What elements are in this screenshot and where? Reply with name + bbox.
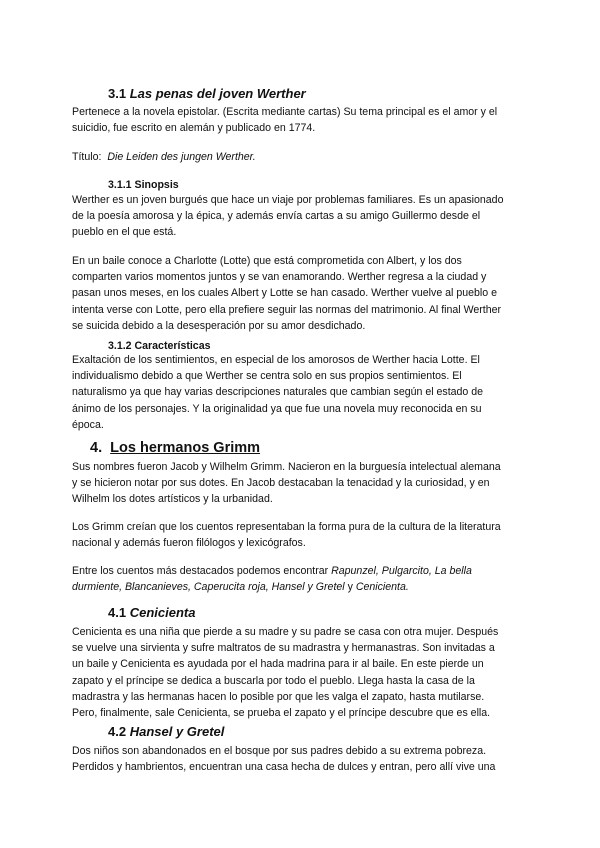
s312-paragraph (72, 352, 532, 433)
text-line: Dos niños son abandonados en el bosque por sus padres debido a su extrema pobreza. (72, 745, 487, 757)
text-line: Entre los cuentos más destacados podemos encontrar Rapunzel, Pulgarcito, La bella (72, 565, 472, 577)
text-line (72, 149, 532, 165)
section-number: 3.1 (108, 86, 127, 101)
text-line: madrastra y las hermanas hacen lo posible por que les valga el zapato, hasta mutilarse. (72, 690, 485, 703)
section-4-heading (90, 440, 260, 456)
s4-paragraph-2 (72, 519, 532, 551)
text-line: pasan unos meses, en los cuales Albert y Lotte se han casado. Werther vuelve al pueblo e (72, 287, 497, 300)
text-line: Wilhelm los dotes artísticos y la urbanidad. (72, 493, 273, 506)
text-line: de la poesía amorosa y la épica, y además envía cartas a su amigo Guillermo desde el (72, 210, 481, 223)
text-line: Perdidos y hambrientos, encuentran una casa hecha de dulces y entran, pero allí vive una (72, 761, 496, 774)
text-line: Pertenece a la novela epistolar. (Escrita mediante cartas) Su tema principal es el amor y el (72, 106, 498, 118)
text-line: intenta verse con Lotte, pero ella prefiere seguir las normas del matrimonio. Al final Werther (72, 303, 502, 316)
text-line: En un baile conoce a Charlotte (Lotte) que está comprometida con Albert, y los dos (72, 255, 462, 267)
section-number: 4.1 (108, 605, 127, 620)
text-line: Pero, finalmente, sale Cenicienta, se prueba el zapato y el príncipe descubre que es ella. (72, 707, 491, 720)
section-number: 4. (90, 440, 103, 456)
section-3-1-1-heading: 3.1.1 Sinopsis (108, 179, 179, 191)
title-line (72, 149, 532, 165)
text-line: individualismo debido a que Werther se centra solo en sus propios sentimientos. El (72, 370, 462, 383)
section-title: Las penas del joven Werther (129, 86, 306, 101)
text-line: Werther es un joven burgués que hace un viaje por problemas familiares. Es un apasionado (72, 194, 504, 206)
section-4-1-heading (108, 605, 195, 620)
text-line: Exaltación de los sentimientos, en especial de los amorosos de Werther hacia Lotte. El (72, 354, 480, 366)
text-line: un baile y Cenicienta es ayudada por el hada madrina para ir al baile. En este pierde un (72, 658, 484, 671)
text-line: Sus nombres fueron Jacob y Wilhelm Grimm. Nacieron en la burguesía intelectual alemana (72, 461, 501, 473)
text-line: se suicida debido a la desesperación por su amor desdichado. (72, 319, 366, 332)
text-line: naturalismo ya que hay varias descripciones naturales que cambian según el estado de (72, 386, 484, 399)
s4-paragraph-1 (72, 459, 532, 508)
tale-titles: Cenicienta. (355, 581, 409, 594)
s311-paragraph-2 (72, 253, 532, 334)
text-line: y se hicieron notar por sus dotes. En Jacob destacaban la tenacidad y la curiosidad, y en (72, 477, 490, 490)
s41-paragraph (72, 624, 532, 721)
tale-titles: durmiente, Blancanieves, Caperucita roja, Hansel y Gretel (72, 581, 345, 594)
section-4-2-heading (108, 724, 224, 739)
text-line: pueblo en el que está. (72, 226, 177, 239)
s42-paragraph (72, 743, 532, 775)
tale-titles: Rapunzel, Pulgarcito, La bella (331, 565, 472, 577)
text-line: suicidio, fue escrito en alemán y publicado en 1774. (72, 122, 316, 135)
section-title: Cenicienta (129, 605, 196, 620)
text-line: zapato y el príncipe se dedica a buscarla por todo el pueblo. Llega hasta la casa de la (72, 674, 475, 687)
text-line: Cenicienta es una niña que pierde a su madre y su padre se casa con otra mujer. Después (72, 626, 499, 638)
text-line: se vuelve una sirvienta y sufre maltratos de su madrastra y hermanastras. Son invitadas a (72, 642, 495, 655)
text-line: época. (72, 418, 104, 431)
s4-paragraph-3 (72, 563, 532, 595)
section-title: Los hermanos Grimm (110, 440, 261, 456)
text-line: Los Grimm creían que los cuentos representaban la forma pura de la cultura de la literatura (72, 521, 501, 533)
section-title: Hansel y Gretel (129, 724, 225, 739)
text-line: durmiente, Blancanieves, Caperucita roja, Hansel y Gretel y Cenicienta. (72, 581, 409, 594)
s311-paragraph-1 (72, 192, 532, 241)
section-number: 4.2 (108, 724, 127, 739)
text-line: ánimo de los personajes. Y la originalidad ya que fue una novela muy reconocida en su (72, 402, 482, 415)
title-label: Título: (72, 151, 102, 163)
text-line: nacional y además fueron filólogos y lexicógrafos. (72, 537, 306, 550)
section-3-1-heading (108, 86, 306, 101)
s31-paragraph (72, 104, 532, 136)
section-3-1-2-heading: 3.1.2 Características (108, 340, 211, 352)
title-value: Die Leiden des jungen Werther. (107, 151, 256, 163)
text-line: comparten varios momentos juntos y se van enamorando. Werther regresa a la ciudad y (72, 271, 487, 284)
